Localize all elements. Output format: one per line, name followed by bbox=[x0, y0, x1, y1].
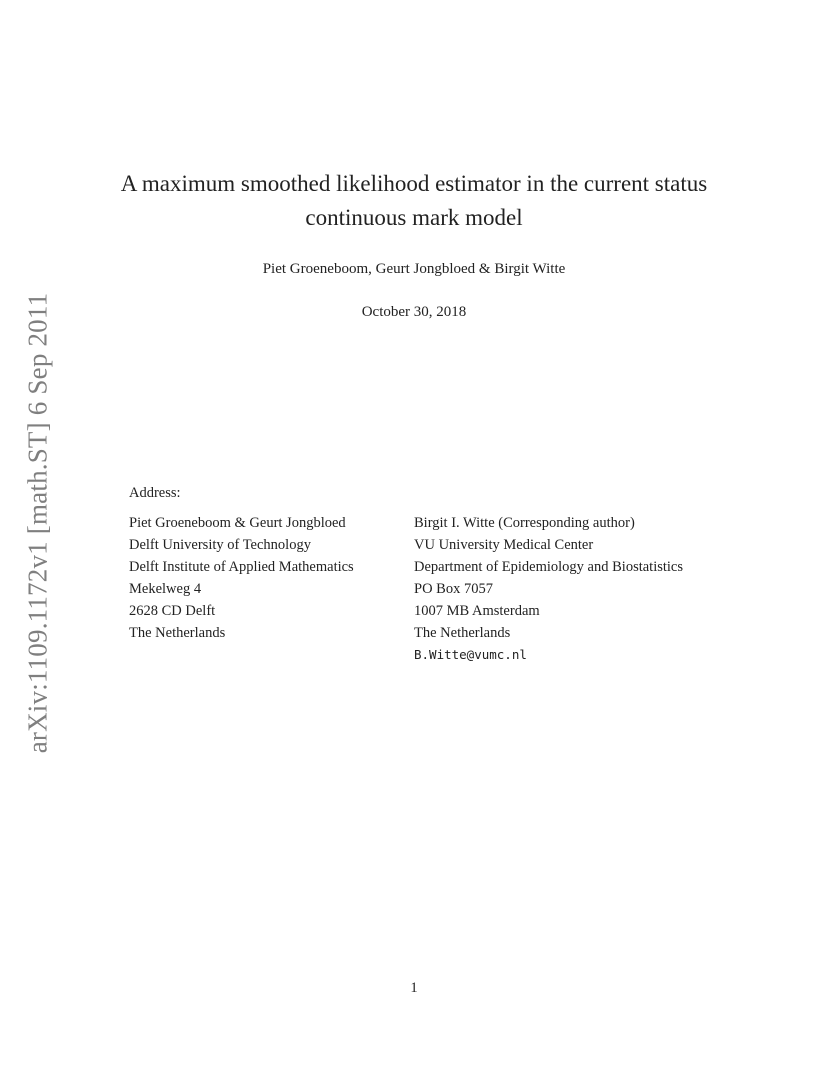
address-line: The Netherlands bbox=[414, 625, 511, 641]
address-line: The Netherlands bbox=[129, 625, 226, 641]
address-line: Delft University of Technology bbox=[129, 537, 311, 553]
authors: Piet Groeneboom, Geurt Jongbloed & Birgit Witte bbox=[262, 261, 566, 277]
address-right-column bbox=[414, 512, 683, 666]
address-line: 2628 CD Delft bbox=[129, 603, 216, 619]
address-label: Address: bbox=[129, 485, 181, 501]
address-line: Birgit I. Witte (Corresponding author) bbox=[414, 515, 635, 531]
title-line-2: continuous mark model bbox=[305, 205, 523, 230]
address-line: Department of Epidemiology and Biostatistics bbox=[414, 559, 684, 575]
address-line: Piet Groeneboom & Geurt Jongbloed bbox=[129, 515, 346, 531]
title-line-1: A maximum smoothed likelihood estimator in the current status bbox=[120, 171, 708, 196]
address-line: Mekelweg 4 bbox=[129, 581, 202, 597]
date: October 30, 2018 bbox=[361, 304, 467, 320]
page-number: 1 bbox=[410, 980, 418, 996]
paper-title bbox=[0, 167, 828, 235]
address-line: Delft Institute of Applied Mathematics bbox=[129, 559, 354, 575]
address-line: 1007 MB Amsterdam bbox=[414, 603, 540, 619]
email-address: B.Witte@vumc.nl bbox=[414, 647, 527, 662]
address-line: VU University Medical Center bbox=[414, 537, 594, 553]
address-line: PO Box 7057 bbox=[414, 581, 493, 597]
arxiv-stamp: arXiv:1109.1172v1 [math.ST] 6 Sep 2011 bbox=[22, 292, 53, 754]
address-left-column bbox=[129, 512, 354, 644]
